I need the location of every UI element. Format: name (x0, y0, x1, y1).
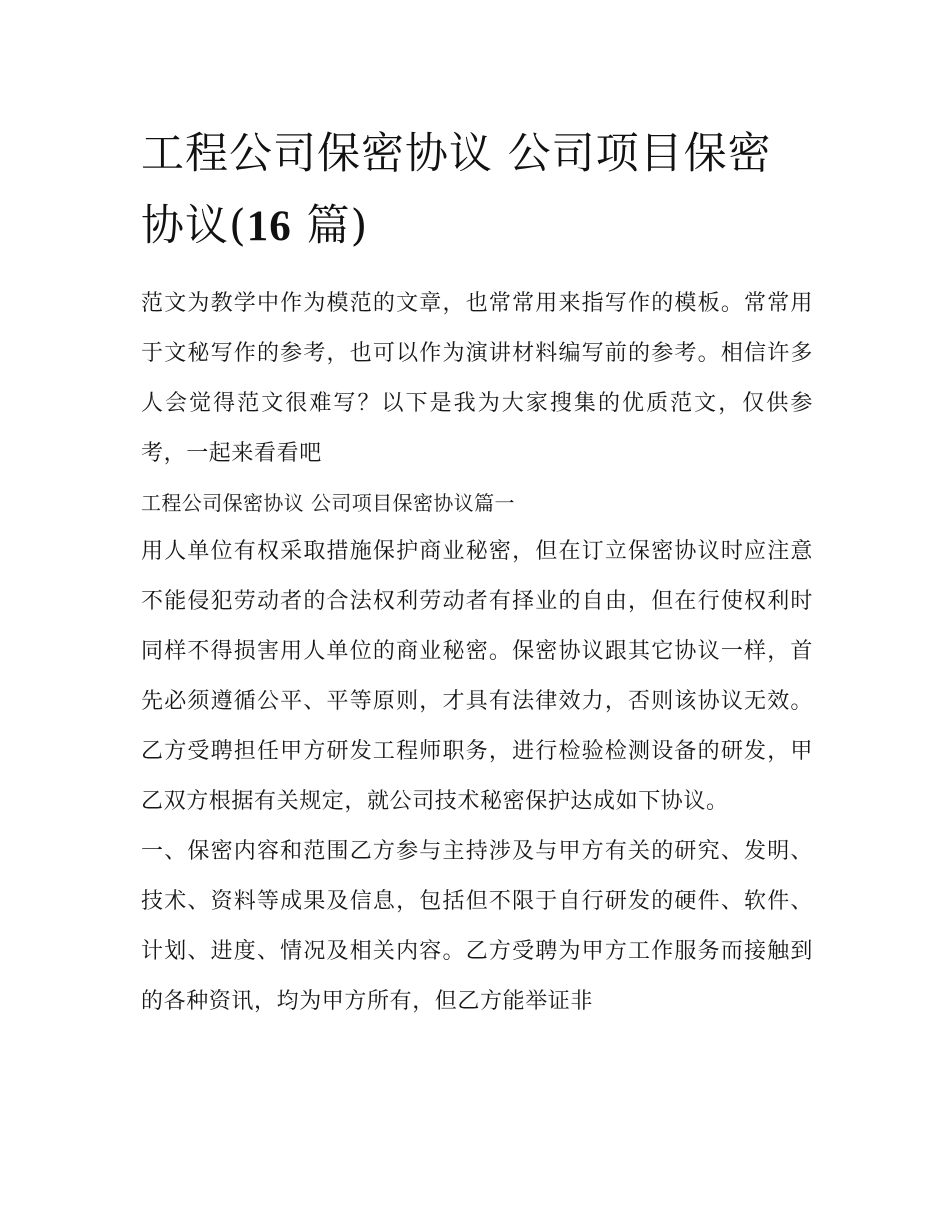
title-suffix: 篇) (291, 201, 369, 251)
body-paragraph-2: 一、保密内容和范围乙方参与主持涉及与甲方有关的研究、发明、技术、资料等成果及信息，包括但不限于自行研发的硬件、软件、计划、进度、情况及相关内容。乙方受聘为甲方工作服务而接触到的各种资讯，均为甲方所有，但乙方能举证非 (141, 839, 813, 1014)
section-heading: 工程公司保密协议 公司项目保密协议篇一 (141, 491, 515, 515)
document-body (141, 118, 813, 1027)
body-paragraph-1: 用人单位有权采取措施保护商业秘密，但在订立保密协议时应注意不能侵犯劳动者的合法权利劳动者有择业的自由，但在行使权利时同样不得损害用人单位的商业秘密。保密协议跟其它协议一样，首先必须遵循公平、平等原则，才具有法律效力，否则该协议无效。乙方受聘担任甲方研发工程师职务，进行检验检测设备的研发，甲乙双方根据有关规定，就公司技术秘密保护达成如下协议。 (141, 539, 813, 814)
document-title (141, 118, 813, 263)
intro-paragraph: 范文为教学中作为模范的文章，也常常用来指写作的模板。常常用于文秘写作的参考，也可以作为演讲材料编写前的参考。相信许多人会觉得范文很难写？以下是我为大家搜集的优质范文，仅供参考，一起来看看吧 (141, 291, 813, 466)
title-text: 工程公司保密协议 公司项目保密协议( (141, 129, 772, 251)
title-count: 16 (246, 203, 292, 250)
